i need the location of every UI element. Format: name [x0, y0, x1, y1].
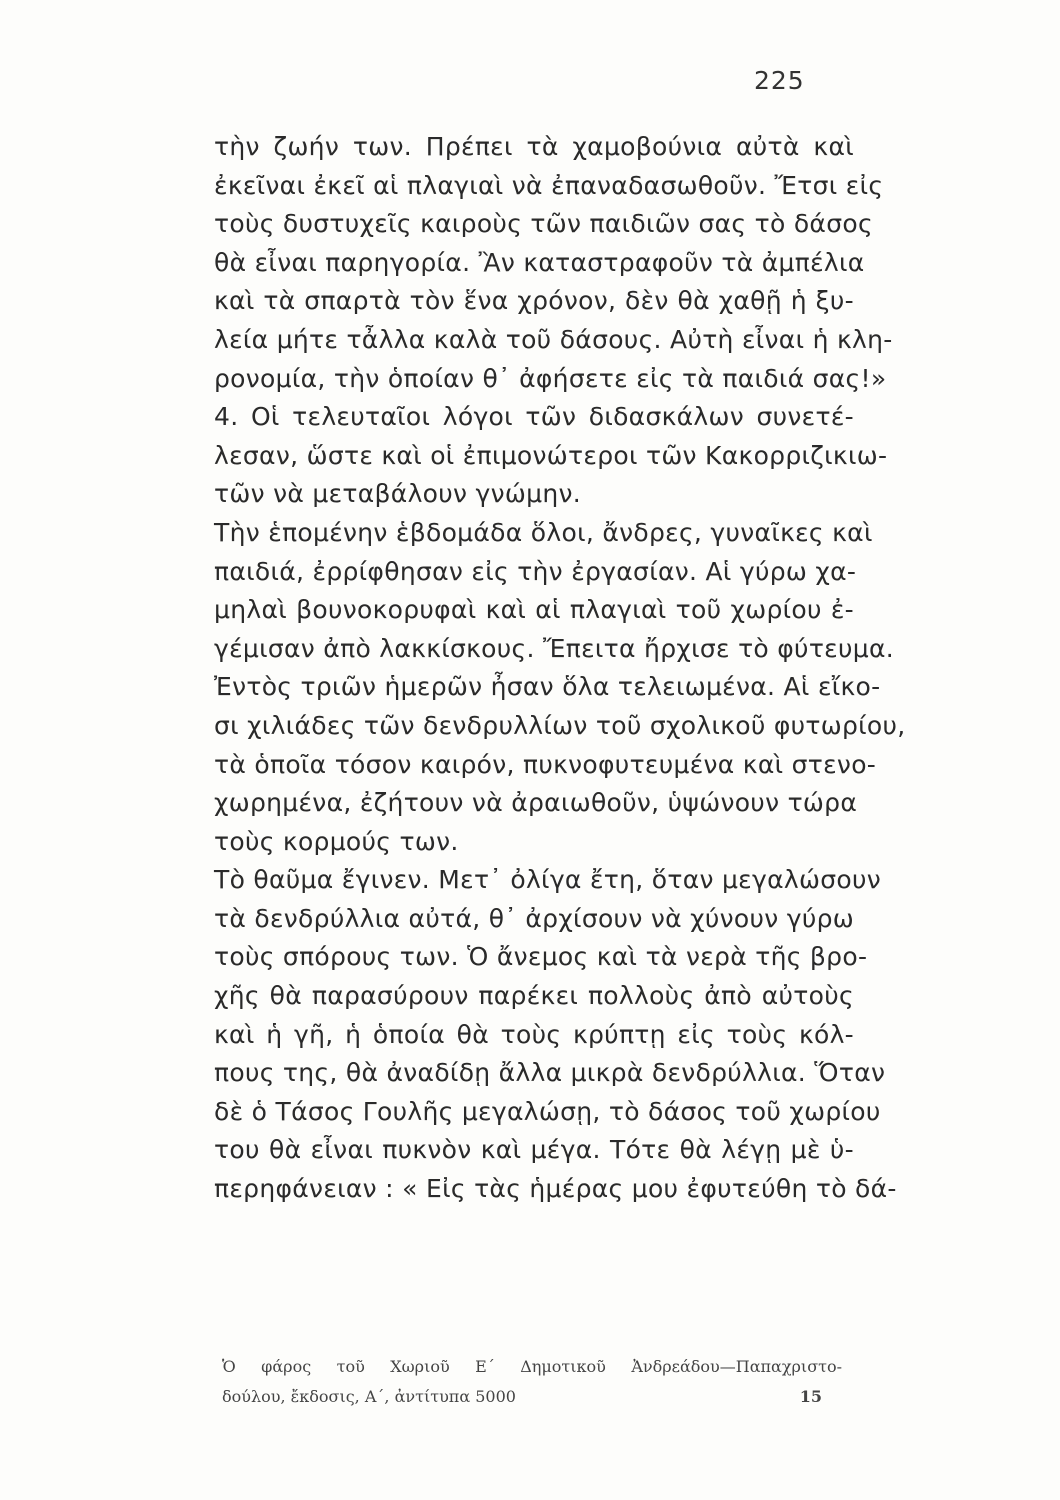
text-line: χωρημένα, ἐζήτουν νὰ ἀραιωθοῦν, ὑψώνουν τώρα — [214, 788, 858, 818]
text-line: παιδιά, ἐρρίφθησαν εἰς τὴν ἐργασίαν. Αἱ γύρω χα- — [214, 556, 857, 586]
text-line: τὴν ζωήν των. Πρέπει τὰ χαμοβούνια αὐτὰ καὶ — [214, 132, 854, 161]
text-line: καὶ τὰ σπαρτὰ τὸν ἕνα χρόνον, δὲν θὰ χαθῇ ἡ ξυ- — [214, 286, 854, 316]
text-line: Τὴν ἑπομένην ἑβδομάδα ὅλοι, ἄνδρες, γυναῖκες καὶ — [214, 517, 873, 547]
text-line: τοὺς δυστυχεῖς καιροὺς τῶν παιδιῶν σας τὸ δάσος — [214, 209, 873, 239]
text-line: περηφάνειαν : « Εἰς τὰς ἡμέρας μου ἐφυτεύθη τὸ δά- — [214, 1174, 897, 1204]
footer-line: Ὁ φάρος τοῦ Χωριοῦ Ε΄ Δημοτικοῦ Ἀνδρεάδου—Παπαχριστο- — [222, 1357, 842, 1376]
text-line: σι χιλιάδες τῶν δενδρυλλίων τοῦ σχολικοῦ φυτωρίου, — [214, 710, 906, 740]
text-line: του θὰ εἶναι πυκνὸν καὶ μέγα. Τότε θὰ λέγῃ μὲ ὑ- — [214, 1135, 854, 1165]
text-line: καὶ ἡ γῆ, ἡ ὁποία θὰ τοὺς κρύπτῃ εἰς τοὺς κόλ- — [214, 1019, 854, 1049]
text-line: Τὸ θαῦμα ἔγινεν. Μετ᾽ ὀλίγα ἔτη, ὅταν μεγαλώσουν — [214, 865, 881, 895]
text-line: τοὺς σπόρους των. Ὁ ἄνεμος καὶ τὰ νερὰ τῆς βρο- — [214, 942, 868, 972]
text-line: Ἐντὸς τριῶν ἡμερῶν ἦσαν ὅλα τελειωμένα. Αἱ εἴκο- — [214, 672, 881, 702]
text-line: 4. Οἱ τελευταῖοι λόγοι τῶν διδασκάλων συνετέ- — [214, 402, 854, 432]
text-line: λεσαν, ὥστε καὶ οἱ ἐπιμονώτεροι τῶν Κακορριζικιω- — [214, 440, 888, 470]
text-line: θὰ εἶναι παρηγορία. Ἂν καταστραφοῦν τὰ ἀμπέλια — [214, 247, 865, 277]
text-line: πους της, θὰ ἀναδίδῃ ἄλλα μικρὰ δενδρύλλια. Ὅταν — [214, 1058, 886, 1088]
text-line: δὲ ὁ Τάσος Γουλῆς μεγαλώσῃ, τὸ δάσος τοῦ χωρίου — [214, 1096, 881, 1126]
signature-mark: 15 — [799, 1387, 822, 1406]
text-line: γέμισαν ἀπὸ λακκίσκους. Ἔπειτα ἤρχισε τὸ φύτευμα. — [214, 633, 894, 663]
footer-publication-info: δούλου, ἔκδοσις, Α΄, ἀντίτυπα 5000 — [222, 1387, 516, 1406]
body-text — [214, 128, 906, 1209]
text-line: ἐκεῖναι ἐκεῖ αἱ πλαγιαὶ νὰ ἐπαναδασωθοῦν. Ἔτσι εἰς — [214, 170, 884, 200]
page-footer — [222, 1352, 842, 1412]
text-line: τὰ δενδρύλλια αὐτά, θ᾽ ἀρχίσουν νὰ χύνουν γύρω — [214, 903, 855, 933]
text-line: τοὺς κορμούς των. — [214, 826, 459, 856]
text-line: ρονομία, τὴν ὁποίαν θ᾽ ἀφήσετε εἰς τὰ παιδιά σας!» — [214, 363, 887, 393]
text-line: λεία μήτε τἆλλα καλὰ τοῦ δάσους. Αὐτὴ εἶναι ἡ κλη- — [214, 324, 893, 354]
text-line: μηλαὶ βουνοκορυφαὶ καὶ αἱ πλαγιαὶ τοῦ χωρίου ἐ- — [214, 595, 854, 625]
text-line: χῆς θὰ παρασύρουν παρέκει πολλοὺς ἀπὸ αὐτοὺς — [214, 981, 854, 1011]
footer-line — [222, 1382, 842, 1412]
text-line: τῶν νὰ μεταβάλουν γνώμην. — [214, 479, 581, 509]
text-line: τὰ ὁποῖα τόσον καιρόν, πυκνοφυτευμένα καὶ στενο- — [214, 749, 877, 779]
page-number: 225 — [754, 66, 805, 95]
